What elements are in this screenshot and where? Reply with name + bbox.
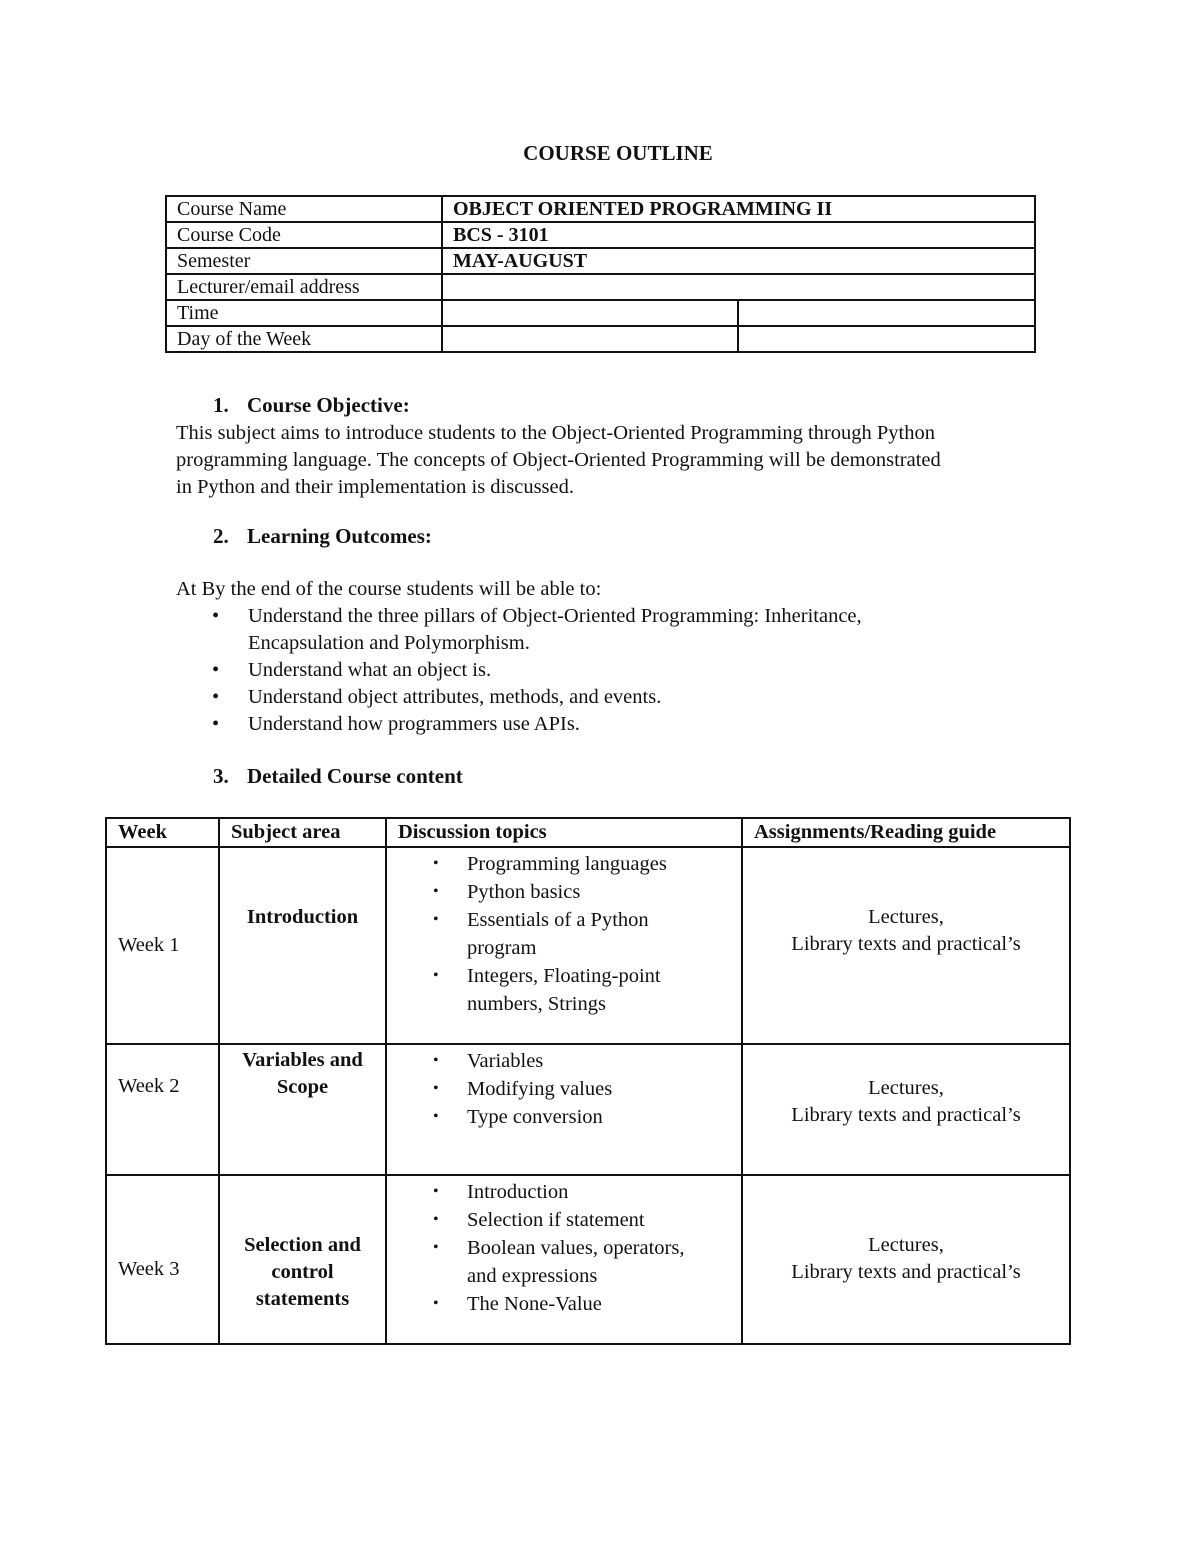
bullet-icon: •	[433, 1239, 439, 1256]
course-code-row	[166, 222, 1035, 248]
bullet-icon: •	[433, 883, 439, 900]
lecturer-value	[442, 274, 1035, 300]
time-row	[166, 300, 1035, 326]
bullet-icon: •	[433, 911, 439, 928]
content-heading-text: Detailed Course content	[247, 764, 463, 788]
table-row	[106, 1044, 1070, 1175]
day-value-2	[738, 326, 1035, 352]
subject-cell	[219, 847, 386, 1044]
list-item	[387, 962, 731, 1018]
content-number: 3.	[213, 764, 229, 788]
topics-cell	[386, 1044, 742, 1175]
bullet-icon: •	[433, 855, 439, 872]
topic-text-continued: and expressions	[467, 1265, 598, 1287]
outcomes-intro: At By the end of the course students will be able to:	[176, 578, 602, 600]
subject-text: Variables and	[242, 1049, 363, 1071]
objective-heading-text: Course Objective:	[247, 393, 410, 417]
topic-text: Introduction	[467, 1181, 569, 1203]
header-assignments: Assignments/Reading guide	[742, 818, 1070, 847]
topics-list	[387, 1178, 741, 1318]
subject-cell	[219, 1175, 386, 1344]
topic-text-continued: program	[467, 937, 537, 959]
course-info-table	[165, 195, 1036, 353]
list-item	[387, 1206, 731, 1234]
bullet-icon: •	[433, 1183, 439, 1200]
page-title: COURSE OUTLINE	[523, 141, 713, 165]
week-cell: Week 2	[106, 1044, 219, 1175]
subject-text: control	[271, 1261, 334, 1283]
topic-text: Programming languages	[467, 853, 667, 875]
subject-text: Introduction	[246, 906, 359, 928]
subject-text: Selection and	[244, 1234, 361, 1256]
outcomes-number: 2.	[213, 524, 229, 548]
topic-text: Boolean values, operators,	[467, 1237, 685, 1259]
topic-text: Essentials of a Python	[467, 909, 649, 931]
assignment-text: Lectures,	[868, 906, 944, 928]
list-item	[387, 850, 731, 878]
course-content-table	[105, 817, 1071, 1345]
semester-row	[166, 248, 1035, 274]
assignment-cell	[742, 1044, 1070, 1175]
assignment-text: Lectures,	[868, 1077, 944, 1099]
topic-text: Variables	[467, 1050, 544, 1072]
outcomes-heading-text: Learning Outcomes:	[247, 524, 432, 548]
week-cell: Week 1	[106, 847, 219, 1044]
course-code-value: BCS - 3101	[442, 222, 1035, 248]
topic-text: Selection if statement	[467, 1209, 645, 1231]
lecturer-row	[166, 274, 1035, 300]
content-header-row	[106, 818, 1070, 847]
outcome-text: Understand what an object is.	[248, 659, 492, 681]
objective-line: programming language. The concepts of Object-Oriented Programming will be demonstrated	[176, 449, 941, 471]
outcome-item	[176, 603, 1056, 657]
semester-label: Semester	[166, 248, 442, 274]
outcome-item	[176, 711, 1056, 738]
assignment-cell	[742, 847, 1070, 1044]
week-cell: Week 3	[106, 1175, 219, 1344]
bullet-icon: •	[433, 1052, 439, 1069]
list-item	[387, 1178, 731, 1206]
semester-value: MAY-AUGUST	[442, 248, 1035, 274]
topics-cell	[386, 1175, 742, 1344]
day-row	[166, 326, 1035, 352]
subject-text: Scope	[276, 1076, 329, 1098]
time-value-1	[442, 300, 738, 326]
course-code-label: Course Code	[166, 222, 442, 248]
outcome-text: Understand how programmers use APIs.	[248, 713, 580, 735]
topics-list	[387, 1047, 741, 1131]
table-row	[106, 1175, 1070, 1344]
list-item	[387, 906, 731, 962]
time-label: Time	[166, 300, 442, 326]
list-item	[387, 878, 731, 906]
bullet-icon: •	[433, 1295, 439, 1312]
outcome-item	[176, 684, 1056, 711]
subject-cell	[219, 1044, 386, 1175]
topic-text: Python basics	[467, 881, 581, 903]
course-name-label: Course Name	[166, 196, 442, 222]
bullet-icon: •	[433, 1211, 439, 1228]
table-row	[106, 847, 1070, 1044]
list-item	[387, 1290, 731, 1318]
course-name-value: OBJECT ORIENTED PROGRAMMING II	[442, 196, 1035, 222]
course-name-row	[166, 196, 1035, 222]
time-value-2	[738, 300, 1035, 326]
assignment-text: Library texts and practical’s	[791, 1104, 1021, 1126]
objective-number: 1.	[213, 393, 229, 417]
topic-text: Integers, Floating-point	[467, 965, 661, 987]
subject-text: statements	[255, 1288, 350, 1310]
bullet-icon: •	[433, 1108, 439, 1125]
outcome-text: Understand the three pillars of Object-Oriented Programming: Inheritance,	[248, 605, 862, 627]
outcome-text: Understand object attributes, methods, and events.	[248, 686, 662, 708]
bullet-icon: •	[212, 605, 220, 627]
header-week: Week	[106, 818, 219, 847]
bullet-icon: •	[433, 967, 439, 984]
outcome-text-continued: Encapsulation and Polymorphism.	[248, 632, 530, 654]
outcomes-heading	[213, 524, 432, 549]
topic-text-continued: numbers, Strings	[467, 993, 606, 1015]
objective-line: This subject aims to introduce students to the Object-Oriented Programming through Python	[176, 422, 935, 444]
objective-heading	[213, 393, 410, 418]
assignment-text: Library texts and practical’s	[791, 1261, 1021, 1283]
outcome-item	[176, 657, 1056, 684]
list-item	[387, 1047, 731, 1075]
assignment-text: Lectures,	[868, 1234, 944, 1256]
topic-text: The None-Value	[467, 1293, 602, 1315]
topics-cell	[386, 847, 742, 1044]
assignment-cell	[742, 1175, 1070, 1344]
topics-list	[387, 850, 741, 1018]
list-item	[387, 1234, 731, 1290]
day-value-1	[442, 326, 738, 352]
header-subject-area: Subject area	[219, 818, 386, 847]
content-heading	[213, 764, 463, 789]
list-item	[387, 1103, 731, 1131]
list-item	[387, 1075, 731, 1103]
outcomes-list	[176, 603, 1056, 738]
topic-text: Type conversion	[467, 1106, 603, 1128]
bullet-icon: •	[212, 659, 220, 681]
bullet-icon: •	[212, 686, 220, 708]
topic-text: Modifying values	[467, 1078, 613, 1100]
header-discussion-topics: Discussion topics	[386, 818, 742, 847]
objective-paragraph	[176, 420, 1076, 501]
bullet-icon: •	[433, 1080, 439, 1097]
day-label: Day of the Week	[166, 326, 442, 352]
bullet-icon: •	[212, 713, 220, 735]
objective-line: in Python and their implementation is discussed.	[176, 476, 574, 498]
assignment-text: Library texts and practical’s	[791, 933, 1021, 955]
lecturer-label: Lecturer/email address	[166, 274, 442, 300]
